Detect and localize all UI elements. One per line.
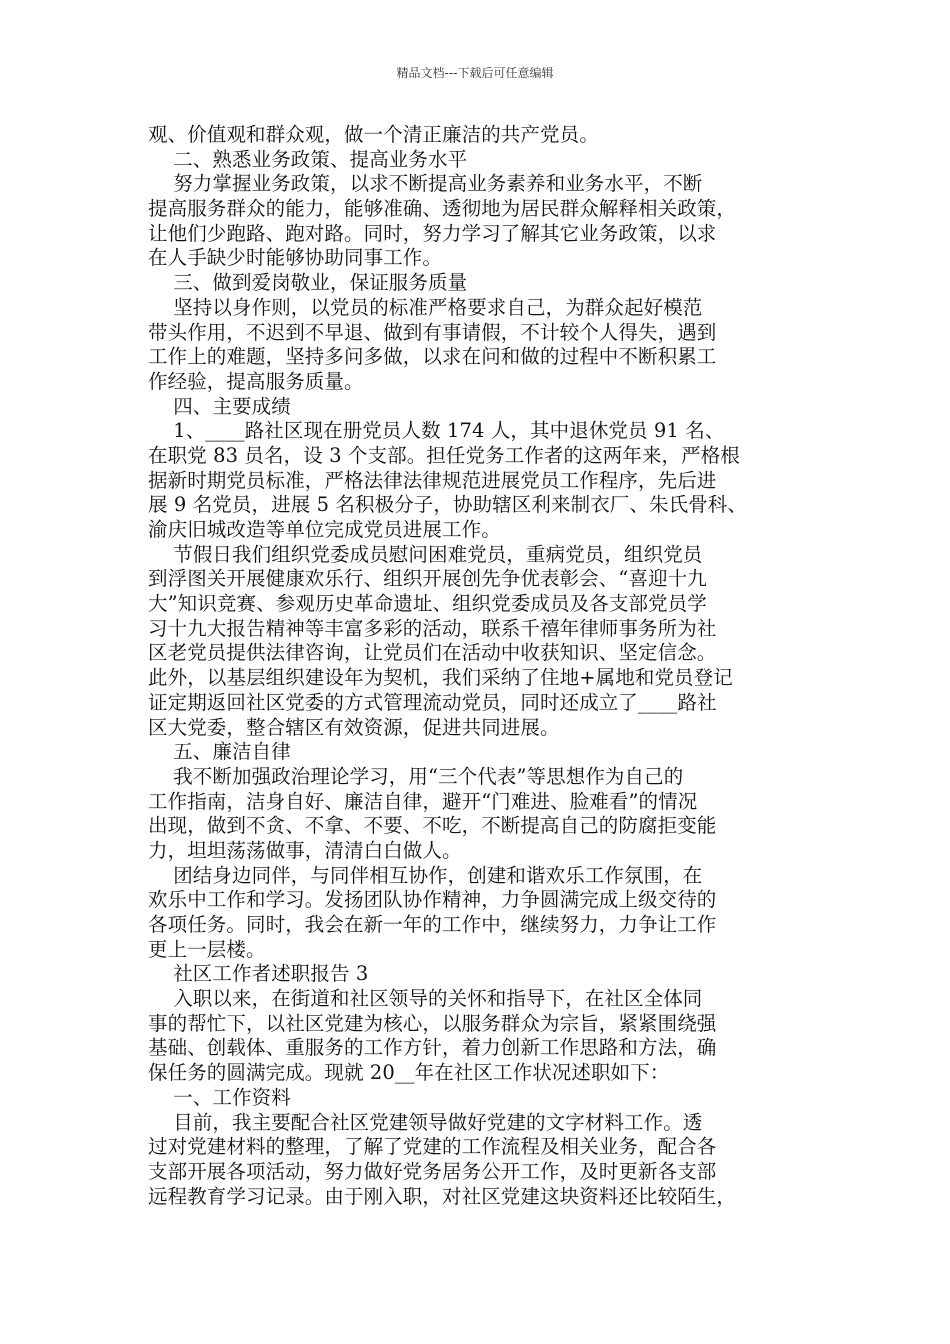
text-line: 渝庆旧城改造等单位完成党员进展工作。: [148, 518, 501, 541]
text-line: 二、熟悉业务政策、提高业务水平: [148, 147, 468, 171]
text-line: 基础、创载体、重服务的工作方针，着力创新工作思路和方法，确: [148, 1036, 717, 1060]
text-line: 工作上的难题，坚持多问多做，以求在问和做的过程中不断积累工: [148, 345, 717, 369]
text-line: 提高服务群众的能力，能够准确、透彻地为居民群众解释相关政策，: [148, 197, 737, 221]
text-line: 支部开展各项活动，努力做好党务居务公开工作，及时更新各支部: [148, 1159, 717, 1183]
text-line: 观、价值观和群众观，做一个清正廉洁的共产党员。: [148, 123, 599, 146]
text-line: 让他们少跑路、跑对路。同时，努力学习了解其它业务政策，以求: [148, 221, 717, 245]
text-line: 各项任务。同时，我会在新一年的工作中，继续努力，力争让工作: [148, 913, 717, 936]
text-line: 我不断加强政治理论学习，用“三个代表”等思想作为自己的: [148, 764, 684, 788]
text-line: 区大党委，整合辖区有效资源，促进共同进展。: [148, 715, 560, 739]
page-header: 精品文档---下载后可任意编辑: [396, 66, 554, 80]
text-line: 过对党建材料的整理，了解了党建的工作流程及相关业务，配合各: [148, 1135, 717, 1159]
text-line: 事的帮忙下，以社区党建为核心，以服务群众为宗旨，紧紧围绕强: [148, 1011, 717, 1035]
text-line: 大”知识竞赛、参观历史革命遗址、组织党委成员及各支部党员学: [148, 592, 707, 616]
text-line: 四、主要成绩: [148, 394, 291, 418]
text-line: 展 9 名党员，进展 5 名积极分子，协助辖区利来制衣厂、朱氏骨科、: [148, 493, 748, 517]
text-line: 节假日我们组织党委成员慰问困难党员，重病党员，组织党员: [148, 542, 703, 566]
text-line: 保任务的圆满完成。现就 20__年在社区工作状况述职如下：: [148, 1061, 670, 1085]
text-line: 工作指南，洁身自好、廉洁自律，避开“门难进、脸难看”的情况: [148, 789, 698, 813]
text-line: 带头作用，不迟到不早退、做到有事请假，不计较个人得失，遇到: [148, 320, 717, 344]
text-line: 在人手缺少时能够协助同事工作。: [148, 246, 443, 270]
text-line: 此外，以基层组织建设年为契机，我们采纳了住地+属地和党员登记: [148, 666, 733, 690]
text-line: 坚持以身作则，以党员的标准严格要求自己，为群众起好模范: [148, 295, 703, 319]
text-line: 目前，我主要配合社区党建领导做好党建的文字材料工作。透: [148, 1110, 703, 1134]
text-line: 到浮图关开展健康欢乐行、组织开展创先争优表彰会、“喜迎十九: [148, 567, 707, 591]
text-line: 区老党员提供法律咨询，让党员们在活动中收获知识、坚定信念。: [148, 641, 717, 665]
text-line: 力，坦坦荡荡做事，清清白白做人。: [148, 838, 462, 862]
text-line: 在职党 83 员名，设 3 个支部。担任党务工作者的这两年来，严格根: [148, 443, 740, 467]
document-body: [148, 123, 832, 1209]
text-line: 欢乐中工作和学习。发扬团队协作精神，力争圆满完成上级交待的: [148, 888, 717, 912]
text-line: 团结身边同伴，与同伴相互协作，创建和谐欢乐工作氛围，在: [148, 863, 703, 887]
text-line: 出现，做到不贪、不拿、不要、不吃，不断提高自己的防腐拒变能: [148, 814, 717, 838]
text-line: 习十九大报告精神等丰富多彩的活动，联系千禧年律师事务所为社: [148, 616, 717, 640]
text-line: 入职以来，在街道和社区领导的关怀和指导下，在社区全体同: [148, 987, 703, 1011]
text-line: 三、做到爱岗敬业，保证服务质量: [148, 271, 468, 295]
text-line: 远程教育学习记录。由于刚入职，对社区党建这块资料还比较陌生，: [148, 1184, 737, 1208]
text-line: 努力掌握业务政策，以求不断提高业务素养和业务水平，不断: [148, 172, 703, 196]
text-line: 证定期返回社区党委的方式管理流动党员，同时还成立了____路社: [148, 690, 717, 714]
text-line: 社区工作者述职报告 3: [148, 962, 369, 986]
text-line: 1、____路社区现在册党员人数 174 人，其中退休党员 91 名、: [148, 419, 725, 443]
text-line: 据新时期党员标准，严格法律法律规范进展党员工作程序，先后进: [148, 468, 717, 492]
text-line: 作经验，提高服务质量。: [148, 369, 364, 393]
text-line: 一、工作资料: [148, 1085, 291, 1109]
text-line: 五、廉洁自律: [148, 740, 291, 764]
text-line: 更上一层楼。: [148, 937, 266, 961]
